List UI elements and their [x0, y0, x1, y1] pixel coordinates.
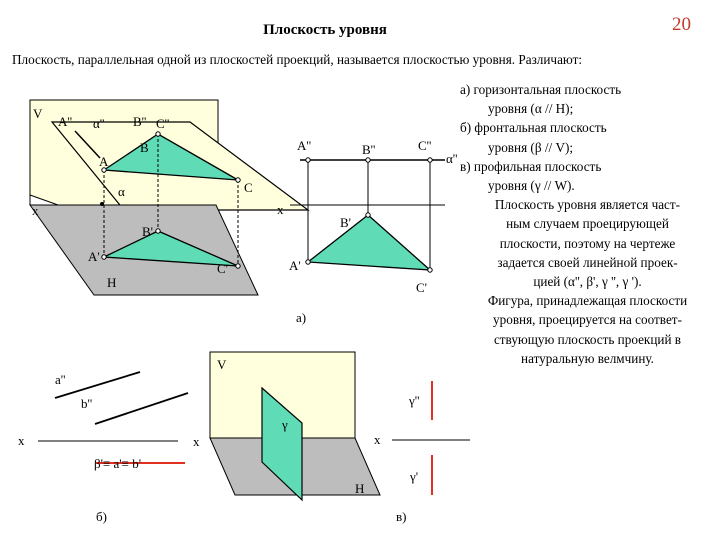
epure-label-B1: B': [340, 215, 352, 230]
label-A1: A': [88, 249, 100, 264]
page-title: Плоскость уровня: [263, 22, 387, 38]
description-line: уровня (α // H);: [488, 101, 574, 117]
figure-c-epure: [374, 381, 470, 524]
epure-label-C1: C': [416, 280, 428, 295]
label-C1: C': [217, 261, 229, 276]
intro-paragraph: Плоскость, параллельная одной из плоскостей проекций, называется плоскостью уровня. Различают:: [12, 52, 583, 67]
description-line: ным случаем проецирующей: [506, 216, 669, 232]
caption-c: в): [396, 509, 407, 524]
label-gamma1: γ': [410, 469, 419, 484]
epure-label-alpha2: α'': [446, 151, 458, 166]
line-b2: [95, 393, 188, 424]
description-line: цией (α'', β', γ '', γ ').: [533, 274, 642, 290]
label-beta1: β'≡ a'≡ b': [94, 456, 142, 471]
label-A: A: [99, 154, 109, 169]
label-alpha: α: [118, 184, 125, 199]
epure-label-A2: A'': [297, 138, 312, 153]
label-x-c2: x: [374, 432, 381, 447]
description-line: б) фронтальная плоскость: [460, 120, 607, 136]
epure-triangle: [308, 215, 430, 270]
label-alpha2: α'': [93, 116, 105, 131]
page-number: 20: [672, 14, 691, 35]
epure-label-A1: A': [289, 258, 301, 273]
description-line: плоскости, поэтому на чертеже: [499, 235, 676, 251]
epure-label-x: x: [277, 202, 284, 217]
epure-label-C2: C'': [418, 138, 432, 153]
description-line: задается своей линейной проек-: [497, 254, 678, 270]
description-line: уровня (β // V);: [488, 139, 574, 155]
label-H: H: [107, 275, 117, 290]
description-line: а) горизонтальная плоскость: [460, 82, 622, 97]
description-line: Фигура, принадлежащая плоскости: [487, 293, 688, 309]
label-gamma: γ: [282, 417, 288, 432]
label-B: B: [140, 140, 149, 155]
label-gamma2: γ'': [409, 393, 420, 408]
label-V: V: [33, 106, 43, 121]
label-A2: A'': [58, 114, 73, 129]
figure-a-epure: [277, 138, 458, 325]
label-x-c: x: [193, 434, 200, 449]
label-C: C: [244, 180, 253, 195]
label-x: x: [32, 203, 39, 218]
epure-label-B2: B'': [362, 142, 376, 157]
caption-a: а): [296, 310, 307, 325]
line-a2: [55, 372, 140, 398]
description-line: в) профильная плоскость: [460, 158, 602, 174]
label-a2: a'': [55, 372, 66, 387]
figure-c-3d: [193, 352, 380, 500]
description-line: натуральную велмчину.: [521, 350, 654, 366]
label-V-c: V: [217, 357, 227, 372]
caption-b: б): [96, 509, 107, 524]
label-B1: B': [142, 224, 154, 239]
figure-b: [18, 372, 188, 524]
label-H-c: H: [355, 481, 365, 496]
label-b2: b'': [81, 396, 93, 411]
description-line: уровня, проецируется на соответ-: [493, 312, 682, 328]
description-line: ствующую плоскость проекций в: [493, 331, 682, 347]
label-C2: C'': [156, 116, 170, 131]
description-line: Плоскость уровня является част-: [494, 197, 681, 213]
label-B2: B'': [133, 114, 147, 129]
label-x-b: x: [18, 433, 25, 448]
figure-a-3d-view: [30, 100, 308, 295]
description-line: уровня (γ // W).: [488, 178, 575, 194]
